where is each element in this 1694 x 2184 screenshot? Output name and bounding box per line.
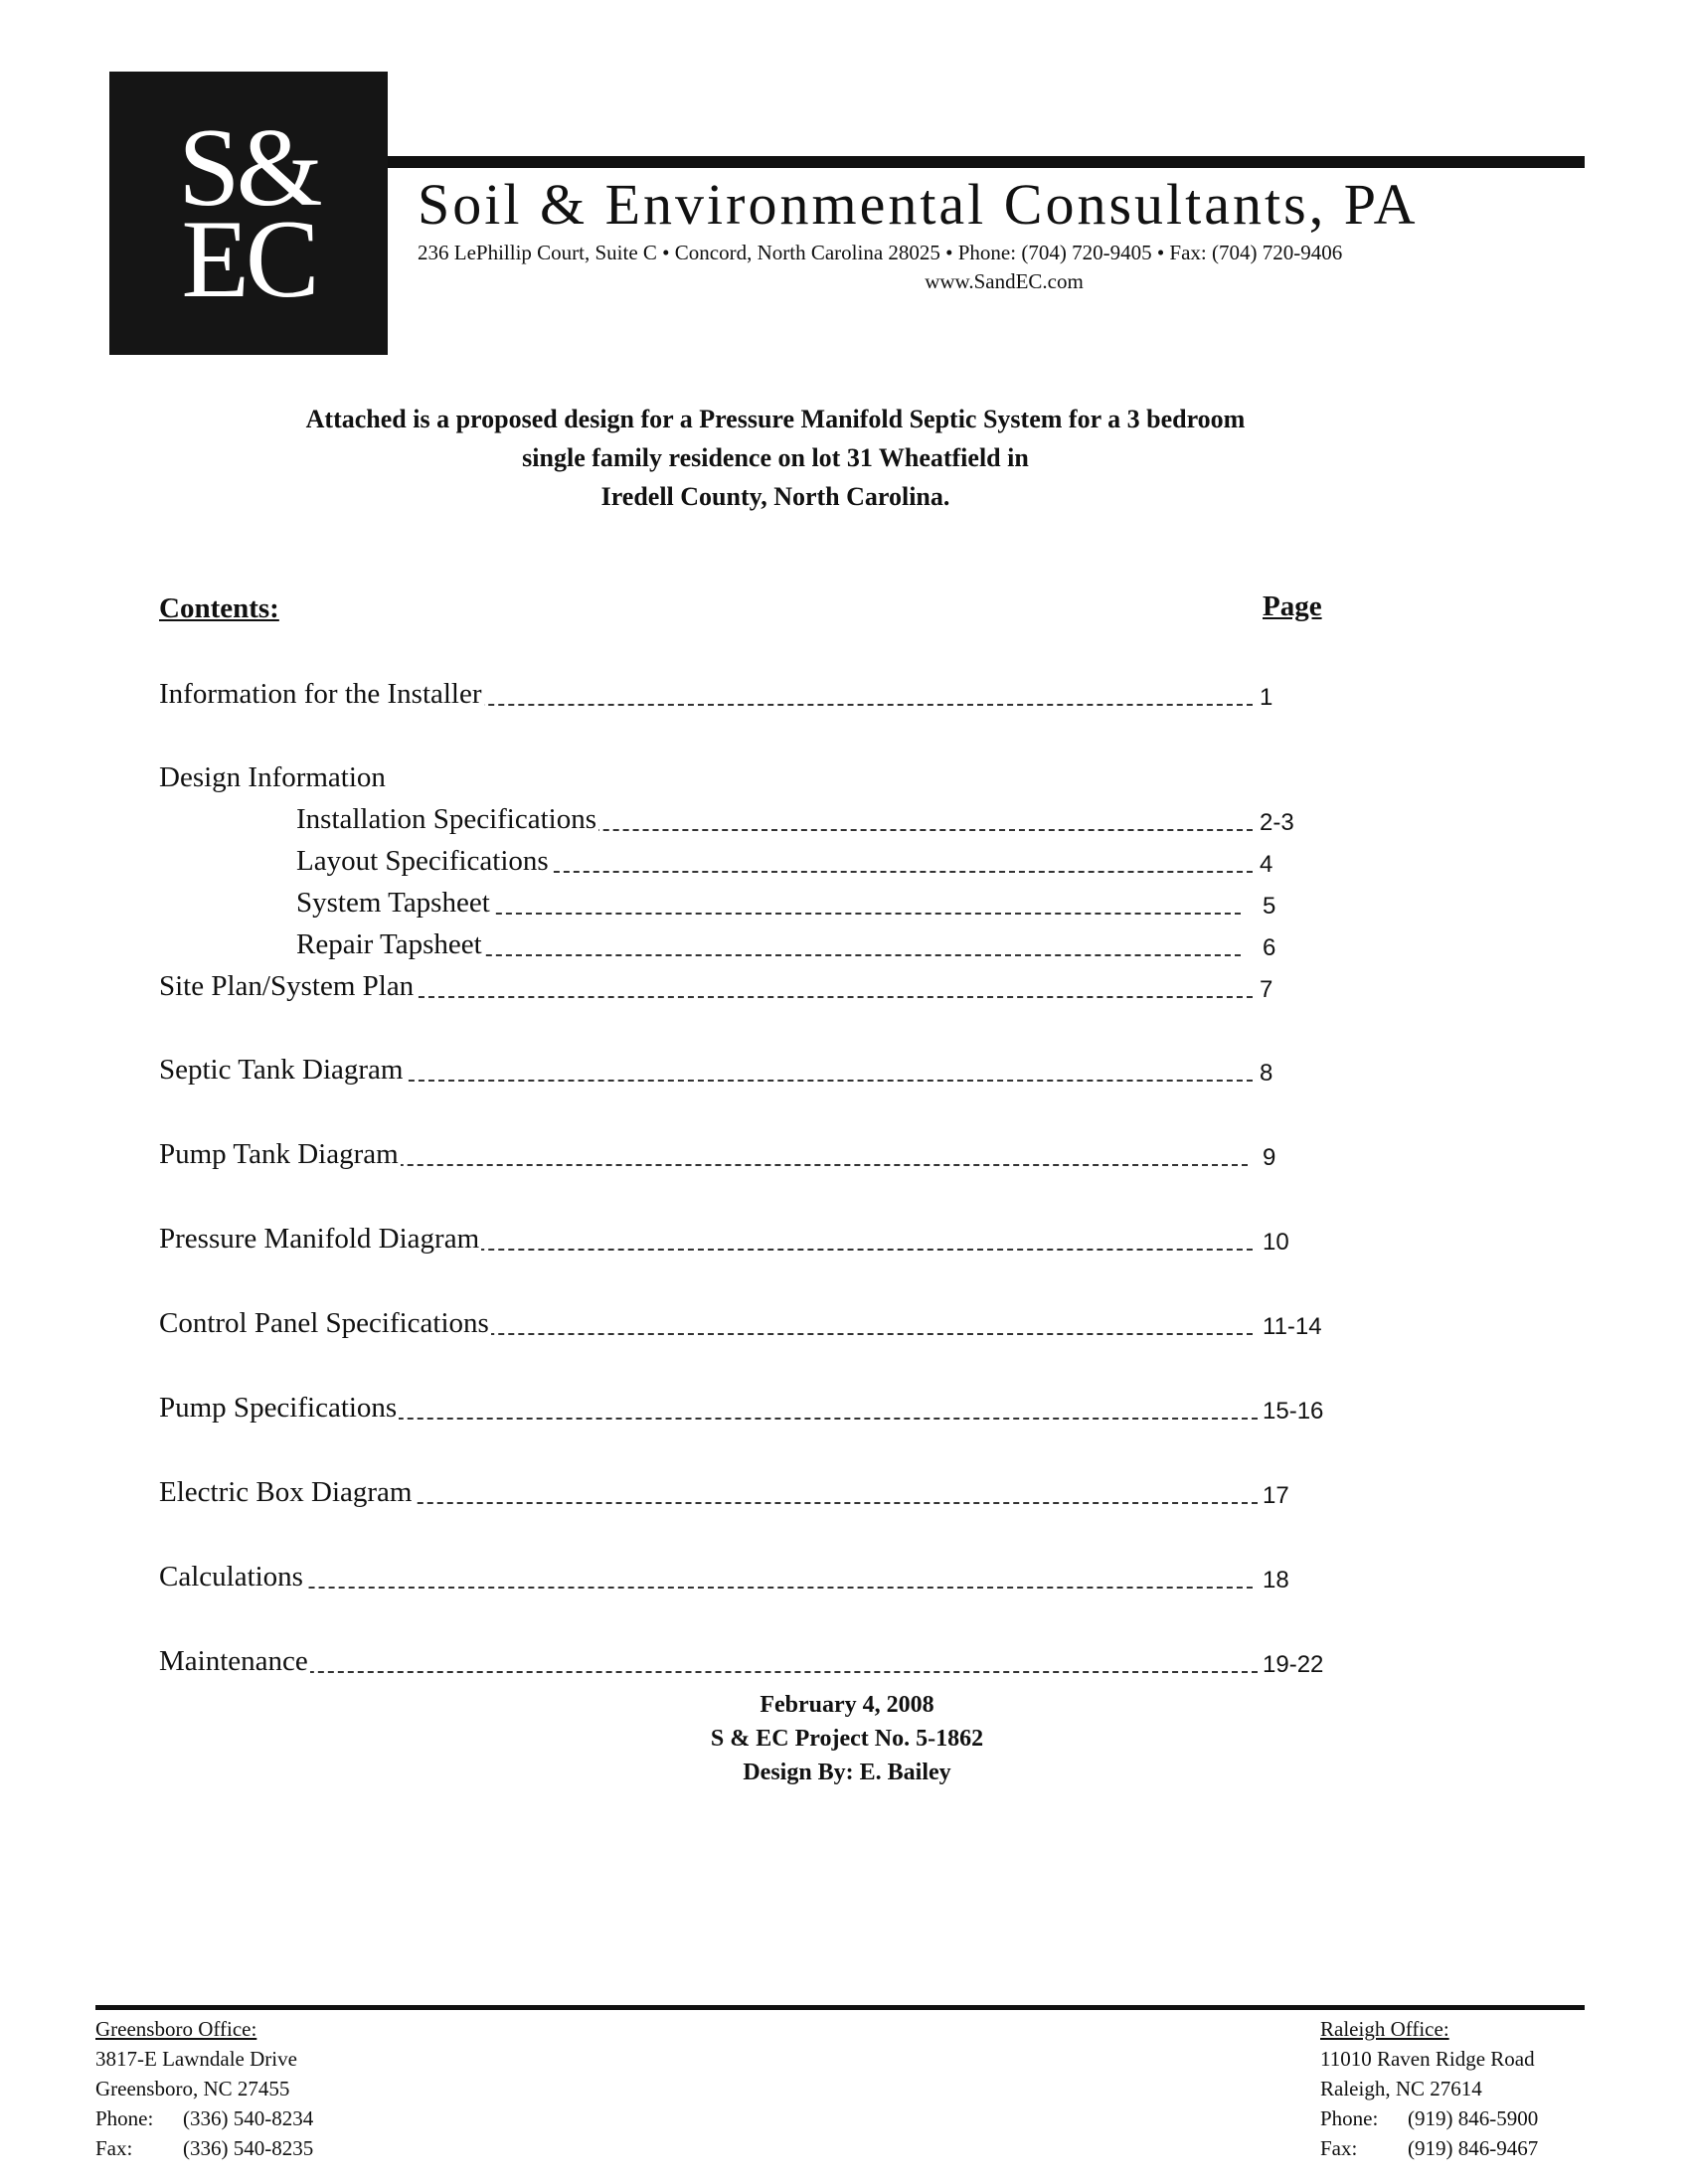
toc-row [159,678,1253,718]
toc-item-label: Maintenance [159,1645,308,1677]
toc-item-page: 19-22 [1263,1651,1324,1678]
toc-item-page: 18 [1263,1567,1289,1594]
toc-item-label: Installation Specifications [296,803,597,835]
toc-item-label: Calculations [159,1561,303,1593]
toc-item-page: 11-14 [1263,1313,1322,1340]
toc-item-page: 7 [1260,976,1273,1003]
toc-item-page: 9 [1263,1144,1276,1171]
toc-item-page: 5 [1263,893,1276,920]
toc-row [159,970,1253,1010]
company-website: www.SandEC.com [925,269,1084,293]
toc-leader [159,1587,1253,1589]
fax-value: (336) 540-8235 [183,2136,314,2160]
phone-value: (919) 846-5900 [1408,2106,1539,2130]
company-name: Soil & Environmental Consultants, PA [418,172,1419,237]
phone-label: Phone: [95,2106,154,2130]
footer-rule [95,2005,1585,2010]
toc-row [296,887,1241,926]
office-title: Raleigh Office: [1320,2017,1449,2041]
toc-item-label: Site Plan/System Plan [159,970,415,1002]
toc-item-page: 10 [1263,1229,1289,1256]
project-date: February 4, 2008 [760,1692,934,1718]
fax-value: (919) 846-9467 [1408,2136,1539,2160]
office-phone-row [1320,2103,1538,2133]
intro-line-3: Iredell County, North Carolina. [600,482,950,511]
project-number: S & EC Project No. 5-1862 [710,1726,984,1752]
toc-item-label: Pump Tank Diagram [159,1138,399,1170]
toc-item-page: 17 [1263,1482,1289,1509]
contents-heading: Contents: [159,592,279,624]
intro-line-2: single family residence on lot 31 Wheatfield in [522,443,1029,472]
toc-row [159,1561,1253,1600]
toc-item-label: Information for the Installer [159,678,482,710]
raleigh-office [1320,2014,1538,2163]
toc-row [159,1054,1253,1093]
toc-item-page: 2-3 [1260,809,1294,836]
toc-item-page: 6 [1263,934,1276,961]
toc-item-page: 4 [1260,851,1273,878]
toc-item-page: 8 [1260,1060,1273,1087]
company-logo [109,72,388,355]
fax-label: Fax: [1320,2136,1358,2160]
toc-item-label: Pressure Manifold Diagram [159,1223,480,1255]
project-info [0,1688,1694,1789]
office-street: 3817-E Lawndale Drive [95,2047,297,2071]
greensboro-office [95,2014,313,2163]
office-street: 11010 Raven Ridge Road [1320,2047,1535,2071]
intro-statement [149,400,1402,516]
toc-item-page: 15-16 [1263,1398,1324,1425]
toc-item-page: 1 [1260,684,1273,711]
office-city: Greensboro, NC 27455 [95,2077,290,2100]
phone-value: (336) 540-8234 [183,2106,314,2130]
fax-label: Fax: [95,2136,133,2160]
office-fax-row [1320,2133,1538,2163]
office-title: Greensboro Office: [95,2017,257,2041]
toc-leader [159,1671,1258,1673]
toc-row [296,845,1253,885]
page-column-heading: Page [1263,590,1322,622]
office-phone-row [95,2103,313,2133]
toc-item-label: Pump Specifications [159,1392,398,1424]
toc-row [159,1138,1248,1178]
toc-item-label: Septic Tank Diagram [159,1054,404,1086]
design-information-heading: Design Information [159,761,386,793]
office-city: Raleigh, NC 27614 [1320,2077,1482,2100]
toc-item-label: Control Panel Specifications [159,1307,489,1339]
toc-row [159,1476,1258,1516]
toc-row [296,928,1241,968]
toc-item-label: System Tapsheet [296,887,490,919]
toc-row [159,1307,1253,1347]
logo-line-1: S& [178,105,319,230]
toc-row [159,1392,1258,1431]
company-address: 236 LePhillip Court, Suite C • Concord, North Carolina 28025 • Phone: (704) 720-9405 • Fax: (704) 720-9406 [418,241,1343,264]
toc-item-label: Electric Box Diagram [159,1476,413,1508]
phone-label: Phone: [1320,2106,1379,2130]
toc-row [159,1223,1253,1262]
intro-line-1: Attached is a proposed design for a Pressure Manifold Septic System for a 3 bedroom [305,405,1246,433]
header-rule [388,156,1585,168]
logo-line-2: EC [181,197,316,321]
toc-item-label: Repair Tapsheet [296,928,482,960]
design-by: Design By: E. Bailey [743,1760,951,1785]
toc-row [159,1645,1258,1685]
office-fax-row [95,2133,313,2163]
toc-item-label: Layout Specifications [296,845,549,877]
toc-row [296,803,1253,843]
